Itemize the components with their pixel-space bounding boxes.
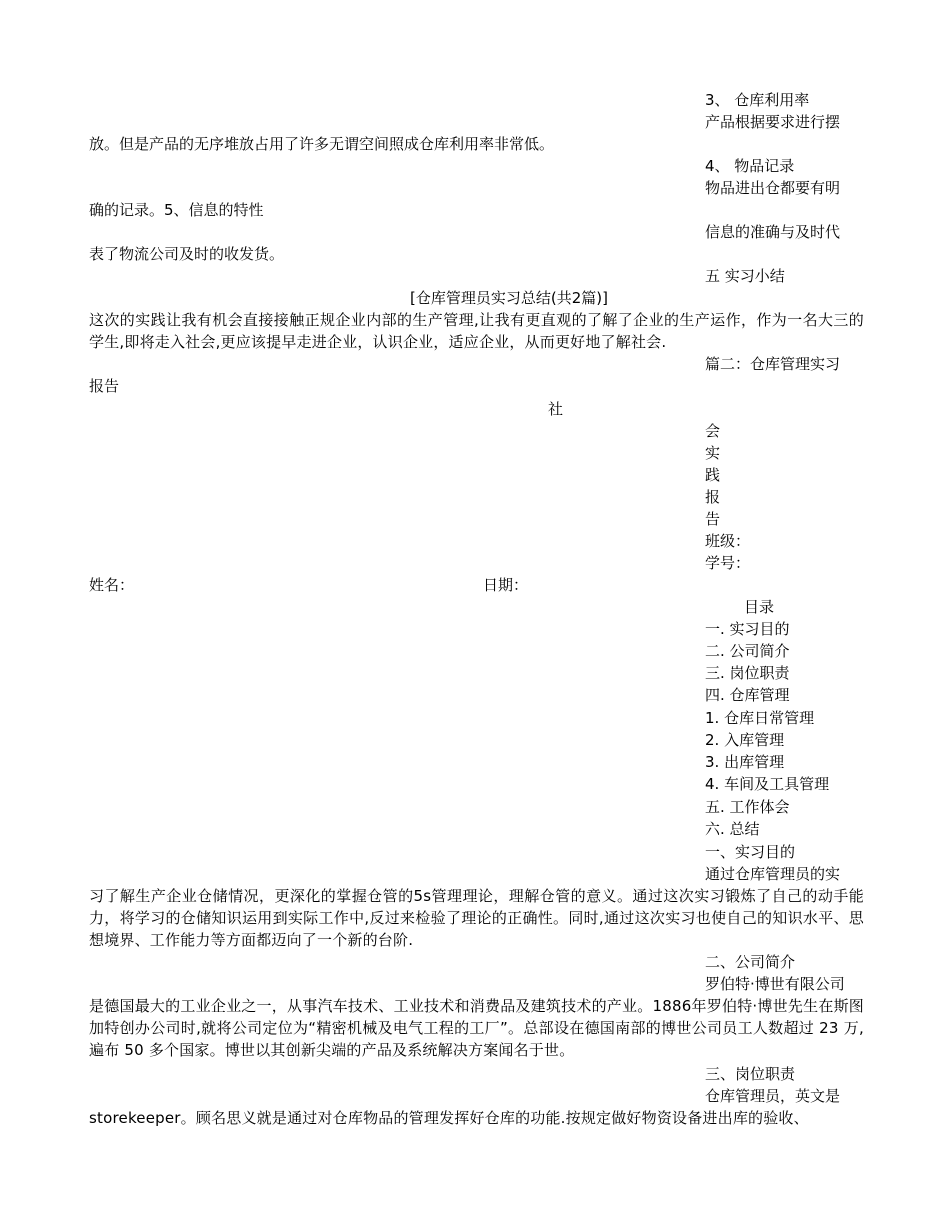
- toc-item-4: 四. 仓库管理: [705, 686, 790, 704]
- company-text-start: 罗伯特·博世有限公司: [705, 975, 845, 993]
- class-label: 班级：: [705, 532, 751, 550]
- toc-subitem-4-2: 2. 入库管理: [705, 731, 785, 749]
- section-4-text-cont: 确的记录。5、信息的特性: [89, 201, 264, 219]
- toc-item-1: 一. 实习目的: [705, 620, 790, 638]
- heading-duties: 三、岗位职责: [705, 1065, 796, 1083]
- practice-paragraph: 这次的实践让我有机会直接接触正规企业内部的生产管理,让我有更直观的了解了企业的生产运作，作为一名大三的学生,即将走入社会,更应该提早走进企业，认识企业，适应企业，从而更好地了解社会.: [89, 311, 864, 351]
- section-4-heading: 4、 物品记录: [705, 157, 795, 175]
- date-label: 日期：: [483, 576, 529, 594]
- toc-item-2: 二. 公司简介: [705, 642, 790, 660]
- duties-text-start: 仓库管理员，英文是: [705, 1087, 841, 1105]
- section-4-text-start: 物品进出仓都要有明: [705, 179, 841, 197]
- article-2-title-start: 篇二：仓库管理实习: [705, 355, 841, 373]
- student-id-label: 学号：: [705, 554, 751, 572]
- toc-item-3: 三. 岗位职责: [705, 664, 790, 682]
- vertical-title-char-6: 告: [705, 510, 721, 528]
- toc-item-6: 六. 总结: [705, 820, 760, 838]
- toc-subitem-4-4: 4. 车间及工具管理: [705, 775, 830, 793]
- purpose-text-start: 通过仓库管理员的实: [705, 865, 841, 883]
- vertical-title-char-4: 践: [705, 466, 721, 484]
- toc-subitem-4-3: 3. 出库管理: [705, 753, 785, 771]
- section-5-text-cont: 表了物流公司及时的收发货。: [89, 245, 285, 263]
- purpose-paragraph: 习了解生产企业仓储情况，更深化的掌握仓管的5s管理理论，理解仓管的意义。通过这次实习锻炼了自己的动手能力，将学习的仓储知识运用到实际工作中,反过来检验了理论的正确性。同时,通过这次实习也使自己的知识水平、思想境界、工作能力等方面都迈向了一个新的台阶.: [89, 887, 864, 949]
- vertical-title-char-1: 社: [548, 400, 564, 418]
- toc-item-5: 五. 工作体会: [705, 798, 790, 816]
- article-2-title-cont: 报告: [89, 377, 120, 395]
- vertical-title-char-5: 报: [705, 488, 721, 506]
- section-3-text-start: 产品根据要求进行摆: [705, 113, 841, 131]
- name-label: 姓名：: [89, 576, 135, 594]
- summary-heading: 五 实习小结: [705, 267, 785, 285]
- toc-title: 目录: [744, 598, 775, 616]
- heading-company: 二、公司简介: [705, 953, 796, 971]
- vertical-title-char-2: 会: [705, 422, 721, 440]
- toc-subitem-4-1: 1. 仓库日常管理: [705, 709, 815, 727]
- company-paragraph: 是德国最大的工业企业之一，从事汽车技术、工业技术和消费品及建筑技术的产业。1886年罗伯特·博世先生在斯图加特创办公司时,就将公司定位为“精密机械及电气工程的工厂”。总部设在德国南部的博世公司员工人数超过 23 万,遍布 50 多个国家。博世以其创新尖端的产品及系统解决方案闻名于世。: [89, 997, 864, 1059]
- section-3-heading: 3、 仓库利用率: [705, 91, 810, 109]
- duties-paragraph: storekeeper。顾名思义就是通过对仓库物品的管理发挥好仓库的功能.按规定做好物资设备进出库的验收、: [89, 1109, 809, 1127]
- collection-title: [仓库管理员实习总结(共2篇)]: [410, 289, 608, 307]
- section-3-text-cont: 放。但是产品的无序堆放占用了许多无谓空间照成仓库利用率非常低。: [89, 135, 555, 153]
- vertical-title-char-3: 实: [705, 444, 721, 462]
- section-5-text-start: 信息的准确与及时代: [705, 223, 841, 241]
- heading-purpose: 一、实习目的: [705, 843, 796, 861]
